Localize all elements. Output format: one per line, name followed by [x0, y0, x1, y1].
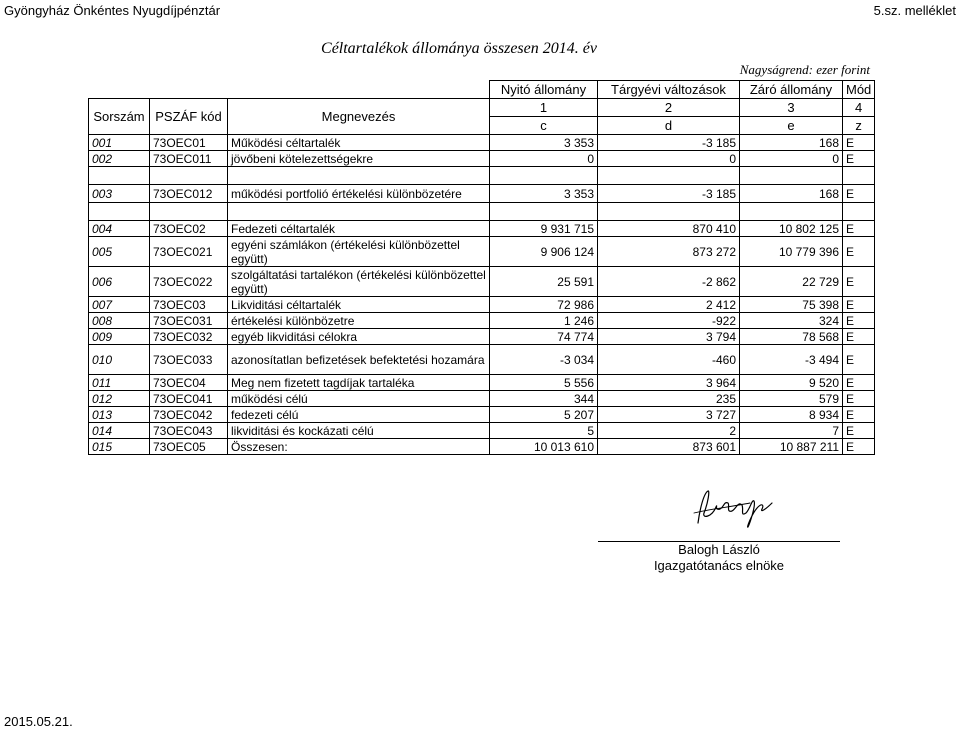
row-z: E — [843, 185, 875, 203]
spacer-row — [89, 167, 875, 185]
row-d: -922 — [598, 313, 740, 329]
table-row — [89, 185, 875, 203]
col-let-d: d — [598, 117, 740, 135]
row-code: 73OEC05 — [150, 439, 228, 455]
row-name: működési portfolió értékelési különbözetére — [228, 185, 490, 203]
row-seq: 010 — [89, 345, 150, 375]
row-name: Összesen: — [228, 439, 490, 455]
row-e: 579 — [740, 391, 843, 407]
table-row — [89, 221, 875, 237]
row-c: 3 353 — [490, 185, 598, 203]
row-seq: 009 — [89, 329, 150, 345]
row-seq: 015 — [89, 439, 150, 455]
row-e: 324 — [740, 313, 843, 329]
row-z: E — [843, 345, 875, 375]
col-mod: Mód — [843, 81, 875, 99]
table-row — [89, 297, 875, 313]
row-c: 3 353 — [490, 135, 598, 151]
row-e: 22 729 — [740, 267, 843, 297]
table-row — [89, 313, 875, 329]
row-seq: 011 — [89, 375, 150, 391]
col-num-1: 1 — [490, 99, 598, 117]
row-d: 2 — [598, 423, 740, 439]
row-code: 73OEC04 — [150, 375, 228, 391]
row-d: 2 412 — [598, 297, 740, 313]
row-c: 1 246 — [490, 313, 598, 329]
row-seq: 008 — [89, 313, 150, 329]
row-code: 73OEC03 — [150, 297, 228, 313]
signatory-name: Balogh László — [678, 542, 760, 557]
row-z: E — [843, 329, 875, 345]
row-name: Fedezeti céltartalék — [228, 221, 490, 237]
row-name: jövőbeni kötelezettségekre — [228, 151, 490, 167]
row-e: -3 494 — [740, 345, 843, 375]
row-seq: 005 — [89, 237, 150, 267]
row-code: 73OEC01 — [150, 135, 228, 151]
table-row — [89, 135, 875, 151]
row-code: 73OEC033 — [150, 345, 228, 375]
col-targyevi: Tárgyévi változások — [598, 81, 740, 99]
row-c: 344 — [490, 391, 598, 407]
row-d: -3 185 — [598, 135, 740, 151]
row-code: 73OEC031 — [150, 313, 228, 329]
row-e: 168 — [740, 135, 843, 151]
table-row — [89, 407, 875, 423]
row-code: 73OEC041 — [150, 391, 228, 407]
row-e: 10 779 396 — [740, 237, 843, 267]
row-name: fedezeti célú — [228, 407, 490, 423]
col-let-z: z — [843, 117, 875, 135]
row-d: -2 862 — [598, 267, 740, 297]
row-name: Meg nem fizetett tagdíjak tartaléka — [228, 375, 490, 391]
row-code: 73OEC032 — [150, 329, 228, 345]
col-num-4: 4 — [843, 99, 875, 117]
row-d: 0 — [598, 151, 740, 167]
row-seq: 001 — [89, 135, 150, 151]
col-pszaf: PSZÁF kód — [150, 99, 228, 135]
row-z: E — [843, 297, 875, 313]
row-name: azonosítatlan befizetések befektetési hozamára — [228, 345, 490, 375]
table-row — [89, 375, 875, 391]
table-row — [89, 267, 875, 297]
row-code: 73OEC02 — [150, 221, 228, 237]
row-e: 75 398 — [740, 297, 843, 313]
row-code: 73OEC043 — [150, 423, 228, 439]
row-d: -460 — [598, 345, 740, 375]
row-c: -3 034 — [490, 345, 598, 375]
signature-icon — [690, 483, 780, 531]
row-c: 0 — [490, 151, 598, 167]
row-z: E — [843, 135, 875, 151]
row-e: 7 — [740, 423, 843, 439]
empty-cell — [89, 81, 150, 99]
table-row — [89, 345, 875, 375]
col-num-2: 2 — [598, 99, 740, 117]
row-code: 73OEC012 — [150, 185, 228, 203]
signatory-title: Igazgatótanács elnöke — [653, 558, 785, 573]
row-d: 873 601 — [598, 439, 740, 455]
table-row — [89, 151, 875, 167]
row-z: E — [843, 423, 875, 439]
row-z: E — [843, 439, 875, 455]
row-c: 5 207 — [490, 407, 598, 423]
row-z: E — [843, 313, 875, 329]
row-name: egyéni számlákon (értékelési különbözettel együtt) — [228, 237, 490, 267]
row-d: 3 964 — [598, 375, 740, 391]
row-seq: 004 — [89, 221, 150, 237]
row-d: 873 272 — [598, 237, 740, 267]
row-d: 3 727 — [598, 407, 740, 423]
row-seq: 014 — [89, 423, 150, 439]
header-row-1 — [89, 81, 875, 99]
magnitude-note: Nagyságrend: ezer forint — [739, 62, 870, 77]
page-title-text: Céltartalékok állománya összesen 2014. év — [321, 40, 597, 57]
table-row — [89, 237, 875, 267]
row-z: E — [843, 407, 875, 423]
row-z: E — [843, 375, 875, 391]
table-row — [89, 439, 875, 455]
row-d: 235 — [598, 391, 740, 407]
col-let-c: c — [490, 117, 598, 135]
row-seq: 007 — [89, 297, 150, 313]
table-row — [89, 423, 875, 439]
document-date: 2015.05.21. — [4, 714, 73, 729]
row-code: 73OEC042 — [150, 407, 228, 423]
spacer-row — [89, 203, 875, 221]
col-let-e: e — [740, 117, 843, 135]
row-e: 0 — [740, 151, 843, 167]
row-name: egyéb likviditási célokra — [228, 329, 490, 345]
row-seq: 002 — [89, 151, 150, 167]
row-z: E — [843, 221, 875, 237]
row-c: 10 013 610 — [490, 439, 598, 455]
row-z: E — [843, 151, 875, 167]
row-c: 74 774 — [490, 329, 598, 345]
row-seq: 012 — [89, 391, 150, 407]
row-c: 5 — [490, 423, 598, 439]
row-e: 9 520 — [740, 375, 843, 391]
col-num-3: 3 — [740, 99, 843, 117]
row-name: működési célú — [228, 391, 490, 407]
row-code: 73OEC011 — [150, 151, 228, 167]
row-code: 73OEC021 — [150, 237, 228, 267]
header-row-2 — [89, 99, 875, 117]
row-name: értékelési különbözetre — [228, 313, 490, 329]
row-d: 870 410 — [598, 221, 740, 237]
row-seq: 013 — [89, 407, 150, 423]
row-name: szolgáltatási tartalékon (értékelési különbözettel együtt) — [228, 267, 490, 297]
row-c: 25 591 — [490, 267, 598, 297]
organization-name: Gyöngyház Önkéntes Nyugdíjpénztár — [4, 3, 221, 18]
page-title — [0, 40, 960, 58]
row-e: 168 — [740, 185, 843, 203]
row-c: 9 906 124 — [490, 237, 598, 267]
row-code: 73OEC022 — [150, 267, 228, 297]
col-nyito: Nyitó állomány — [490, 81, 598, 99]
row-c: 5 556 — [490, 375, 598, 391]
row-d: -3 185 — [598, 185, 740, 203]
col-sorszam: Sorszám — [89, 99, 150, 135]
table-row — [89, 329, 875, 345]
empty-cell — [150, 81, 228, 99]
provisions-table — [88, 80, 875, 455]
row-e: 8 934 — [740, 407, 843, 423]
row-name: Likviditási céltartalék — [228, 297, 490, 313]
row-seq: 003 — [89, 185, 150, 203]
row-z: E — [843, 237, 875, 267]
row-seq: 006 — [89, 267, 150, 297]
row-c: 9 931 715 — [490, 221, 598, 237]
empty-cell — [228, 81, 490, 99]
row-e: 10 802 125 — [740, 221, 843, 237]
col-zaro: Záró állomány — [740, 81, 843, 99]
row-z: E — [843, 391, 875, 407]
row-name: Működési céltartalék — [228, 135, 490, 151]
col-megnevezes: Megnevezés — [228, 99, 490, 135]
row-e: 78 568 — [740, 329, 843, 345]
table-row — [89, 391, 875, 407]
row-name: likviditási és kockázati célú — [228, 423, 490, 439]
row-e: 10 887 211 — [740, 439, 843, 455]
row-c: 72 986 — [490, 297, 598, 313]
row-z: E — [843, 267, 875, 297]
row-d: 3 794 — [598, 329, 740, 345]
attachment-label: 5.sz. melléklet — [873, 3, 956, 18]
